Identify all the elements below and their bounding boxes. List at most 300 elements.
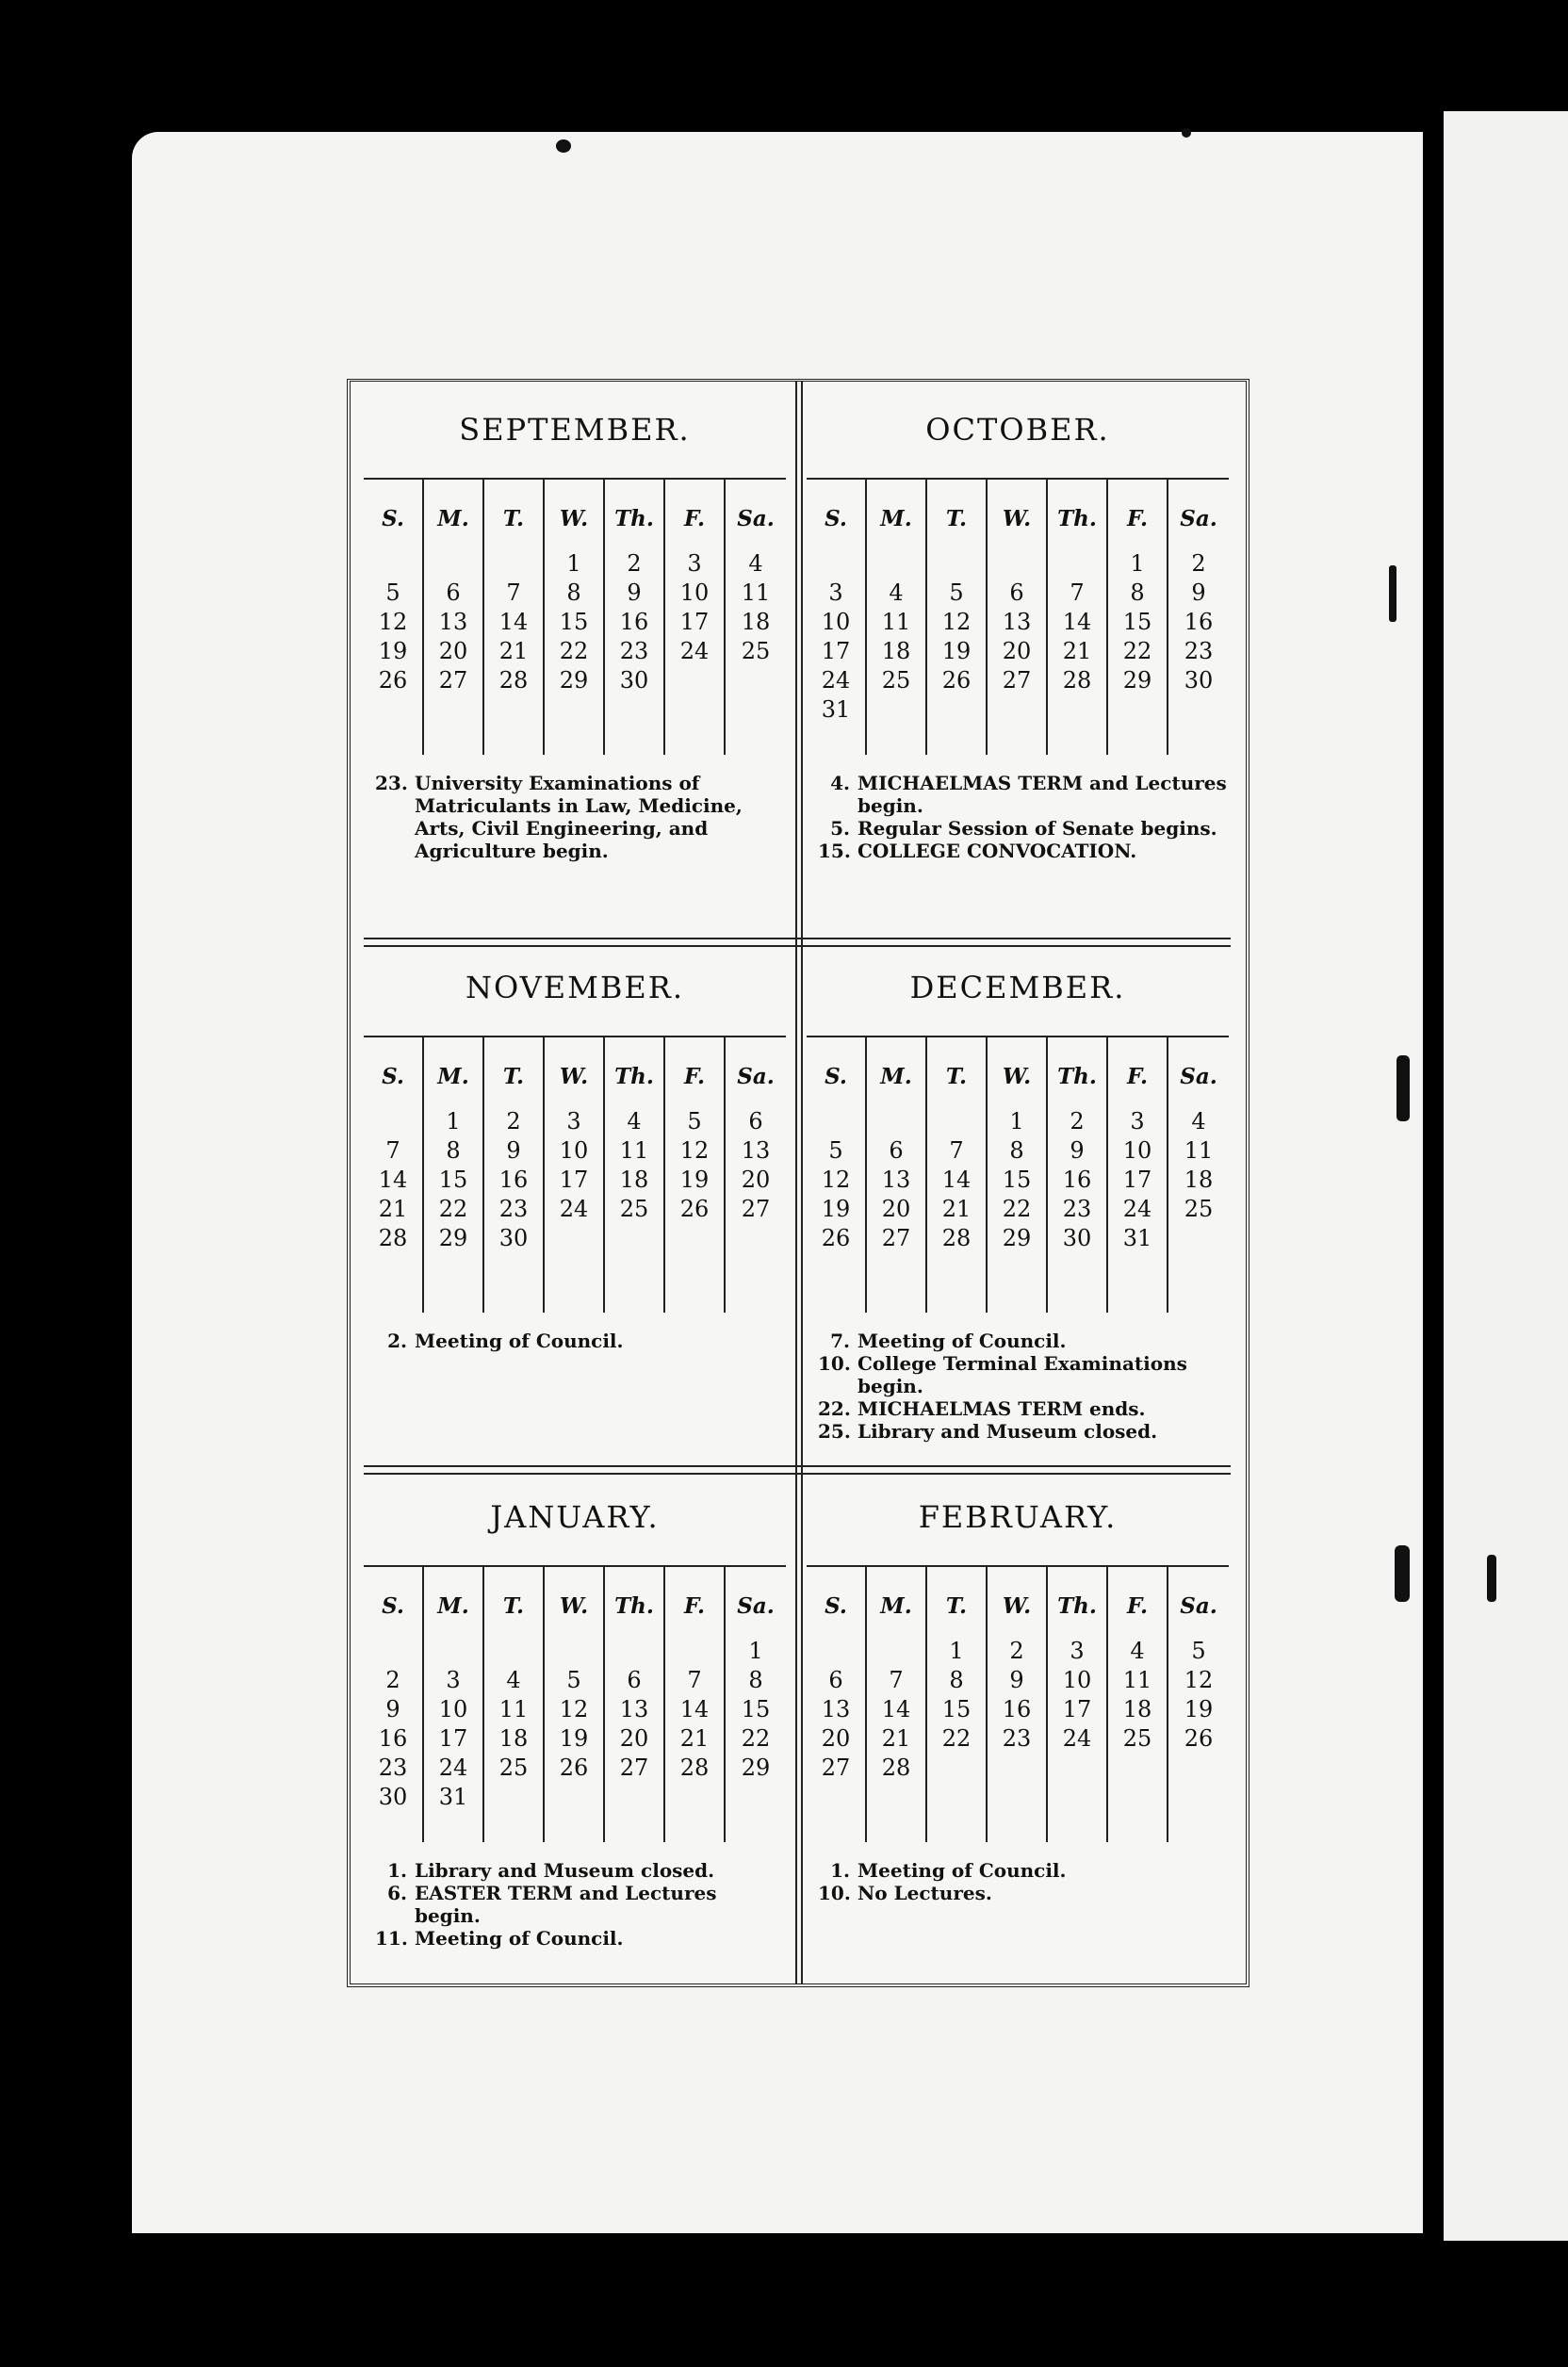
day-number: 30 [619,667,649,694]
day-number [484,549,543,579]
note-text: Meeting of Council. [415,1330,624,1352]
day-number [545,1637,603,1666]
day-grid [364,1565,786,1842]
weekday-column [1108,480,1168,755]
note-text: Meeting of Council. [858,1330,1067,1352]
day-number: 18 [498,1725,529,1752]
day-number: 22 [741,1725,771,1752]
weekday-header: F. [1126,1064,1149,1089]
day-number: 23 [619,638,649,664]
day-number: 3 [566,1108,581,1135]
day-number [807,1107,865,1136]
day-number: 19 [679,1167,710,1193]
note-day: 2. [387,1330,407,1352]
note-text: Meeting of Council. [858,1859,1067,1882]
day-number: 21 [941,1196,972,1222]
weekday-column [726,1567,786,1842]
day-number: 21 [881,1725,911,1752]
day-number: 28 [378,1225,408,1251]
day-number [424,1637,482,1666]
note-text: College Terminal Examinations begin. [858,1352,1187,1397]
day-number: 25 [881,667,911,694]
note-day: 1. [830,1859,850,1882]
day-number: 8 [748,1667,763,1693]
day-number: 14 [498,609,529,635]
note-text: Meeting of Council. [415,1927,624,1950]
day-number: 25 [498,1755,529,1781]
weekday-header: F. [683,1593,706,1619]
day-number: 24 [821,667,851,694]
weekday-header: S. [382,1064,404,1089]
day-number: 3 [1130,1108,1145,1135]
day-number: 24 [559,1196,589,1222]
day-number: 18 [1122,1696,1152,1722]
weekday-header: W. [559,1064,589,1089]
day-number: 11 [741,580,771,606]
day-number: 31 [438,1784,468,1810]
day-number: 16 [619,609,649,635]
note-day: 6. [387,1882,407,1904]
month-december [807,939,1229,1443]
day-number [1108,1754,1167,1783]
day-number: 29 [438,1225,468,1251]
day-number [867,1637,925,1666]
day-number: 10 [1122,1137,1152,1164]
day-number: 1 [949,1638,964,1664]
weekday-header: Sa. [737,1593,775,1619]
day-number: 12 [941,609,972,635]
day-number: 15 [438,1167,468,1193]
day-number: 30 [1184,667,1214,694]
note-item [818,772,1229,817]
day-number: 28 [1062,667,1092,694]
day-number [665,1224,724,1253]
day-number: 13 [1002,609,1032,635]
weekday-column [364,1037,424,1313]
day-number: 12 [1184,1667,1214,1693]
day-number: 24 [1062,1725,1092,1752]
note-day: 22. [818,1397,851,1420]
day-number: 24 [438,1755,468,1781]
day-number: 7 [1070,580,1085,606]
day-number: 25 [619,1196,649,1222]
weekday-header: S. [825,1593,847,1619]
calendar-frame [347,379,1250,1987]
day-number: 8 [1009,1137,1024,1164]
day-number: 26 [559,1755,589,1781]
note-text: No Lectures. [858,1882,992,1904]
day-number: 21 [1062,638,1092,664]
day-number: 25 [741,638,771,664]
day-number: 5 [949,580,964,606]
day-number [665,666,724,695]
day-number: 4 [506,1667,521,1693]
day-number: 18 [881,638,911,664]
day-number: 20 [438,638,468,664]
weekday-column [1168,480,1229,755]
day-number: 21 [498,638,529,664]
note-text: COLLEGE CONVOCATION. [858,840,1137,862]
day-number: 2 [506,1108,521,1135]
day-number: 28 [941,1225,972,1251]
day-number [545,1224,603,1253]
day-number: 14 [679,1696,710,1722]
day-number: 6 [748,1108,763,1135]
day-number: 12 [679,1137,710,1164]
day-number: 17 [559,1167,589,1193]
weekday-header: S. [382,506,404,531]
note-item [818,1882,1229,1904]
weekday-header: T. [945,1064,968,1089]
day-number: 10 [438,1696,468,1722]
day-number: 8 [949,1667,964,1693]
weekday-column [1048,480,1108,755]
weekday-column [665,480,726,755]
day-number: 13 [619,1696,649,1722]
day-number: 23 [1184,638,1214,664]
day-number: 23 [1002,1725,1032,1752]
day-number: 16 [1002,1696,1032,1722]
weekday-header: W. [559,506,589,531]
scan-speck [1389,565,1396,622]
weekday-header: M. [880,506,912,531]
day-number: 18 [619,1167,649,1193]
day-number [364,1107,422,1136]
day-number: 10 [559,1137,589,1164]
day-number: 15 [741,1696,771,1722]
month-notes [364,1859,786,1950]
weekday-column [1168,1567,1229,1842]
note-item [818,1859,1229,1882]
weekday-column [605,1567,665,1842]
scan-speck [1395,1545,1410,1602]
day-number: 5 [1191,1638,1206,1664]
note-day: 25. [818,1420,851,1443]
day-number: 20 [1002,638,1032,664]
weekday-header: M. [880,1593,912,1619]
day-number: 10 [821,609,851,635]
day-number [927,1754,986,1783]
day-number: 15 [1122,609,1152,635]
day-number: 9 [1191,580,1206,606]
weekday-column [605,480,665,755]
day-number: 19 [378,638,408,664]
day-number: 2 [627,550,642,577]
day-number: 2 [1191,550,1206,577]
day-number: 4 [627,1108,642,1135]
day-number: 10 [679,580,710,606]
weekday-column [364,1567,424,1842]
weekday-header: W. [559,1593,589,1619]
weekday-column [545,1567,605,1842]
day-number: 20 [881,1196,911,1222]
day-number: 3 [687,550,702,577]
weekday-column [927,1567,988,1842]
day-number: 4 [748,550,763,577]
note-item [375,1859,786,1882]
weekday-header: T. [502,506,525,531]
day-number: 27 [881,1225,911,1251]
weekday-header: M. [880,1064,912,1089]
weekday-column [364,480,424,755]
note-item [375,1882,786,1927]
day-number: 16 [498,1167,529,1193]
day-number: 10 [1062,1667,1092,1693]
day-number [867,549,925,579]
day-number: 27 [438,667,468,694]
day-number: 19 [821,1196,851,1222]
day-number: 19 [559,1725,589,1752]
weekday-header: Th. [1057,1593,1097,1619]
weekday-header: Th. [614,1064,654,1089]
day-number: 9 [627,580,642,606]
day-number: 2 [385,1667,400,1693]
month-title: OCTOBER. [925,412,1110,448]
day-number: 30 [498,1225,529,1251]
weekday-column [1048,1567,1108,1842]
day-number: 13 [741,1137,771,1164]
note-day: 4. [830,772,850,794]
weekday-header: W. [1002,1593,1032,1619]
day-number: 5 [828,1137,843,1164]
day-number: 20 [821,1725,851,1752]
weekday-header: M. [437,506,469,531]
day-number: 19 [1184,1696,1214,1722]
day-number: 4 [889,580,904,606]
weekday-column [545,1037,605,1313]
scan-speck [1487,1555,1496,1602]
day-number: 12 [559,1696,589,1722]
weekday-column [726,1037,786,1313]
weekday-column [1108,1567,1168,1842]
day-number: 23 [378,1755,408,1781]
weekday-column [988,1567,1048,1842]
month-notes [807,1859,1229,1904]
day-number [424,549,482,579]
day-number: 11 [619,1137,649,1164]
day-number [605,1224,663,1253]
weekday-header: S. [825,1064,847,1089]
day-number: 18 [741,609,771,635]
day-number: 6 [627,1667,642,1693]
day-number: 8 [1130,580,1145,606]
day-number: 7 [687,1667,702,1693]
day-number: 17 [821,638,851,664]
month-september [364,382,786,862]
note-item [818,1330,1229,1352]
note-day: 15. [818,840,851,862]
day-number [927,695,986,725]
day-number: 26 [378,667,408,694]
day-number: 6 [1009,580,1024,606]
day-number: 16 [378,1725,408,1752]
note-item [818,1420,1229,1443]
day-number: 14 [1062,609,1092,635]
day-number: 22 [941,1725,972,1752]
month-january [364,1469,786,1950]
day-number: 11 [1184,1137,1214,1164]
day-number: 4 [1191,1108,1206,1135]
weekday-header: Th. [1057,1064,1097,1089]
month-february [807,1469,1229,1904]
day-grid [807,1565,1229,1842]
scan-border [0,2252,1568,2367]
day-number: 2 [1070,1108,1085,1135]
note-day: 1. [387,1859,407,1882]
day-number: 5 [687,1108,702,1135]
day-number: 22 [559,638,589,664]
day-number: 13 [438,609,468,635]
day-number: 26 [679,1196,710,1222]
day-number: 17 [1062,1696,1092,1722]
day-number: 25 [1184,1196,1214,1222]
day-number: 4 [1130,1638,1145,1664]
weekday-header: Sa. [1180,506,1217,531]
weekday-column [1048,1037,1108,1313]
day-number: 19 [941,638,972,664]
note-item [818,817,1229,840]
weekday-column [988,480,1048,755]
day-number: 22 [438,1196,468,1222]
weekday-header: Sa. [737,1064,775,1089]
facing-page-edge [1444,111,1568,2241]
day-number: 24 [679,638,710,664]
note-day: 10. [818,1352,851,1375]
day-number: 7 [889,1667,904,1693]
day-number: 3 [1070,1638,1085,1664]
day-number [605,1783,663,1812]
day-number: 1 [1009,1108,1024,1135]
day-number [484,1637,543,1666]
weekday-header: Th. [614,1593,654,1619]
day-number [867,695,925,725]
day-number: 3 [446,1667,461,1693]
note-text: MICHAELMAS TERM and Lectures begin. [858,772,1227,817]
day-number: 15 [1002,1167,1032,1193]
note-day: 10. [818,1882,851,1904]
weekday-column [927,480,988,755]
day-number: 9 [385,1696,400,1722]
weekday-header: T. [945,506,968,531]
day-number: 27 [1002,667,1032,694]
weekday-column [807,480,867,755]
day-number [807,549,865,579]
weekday-column [484,1037,545,1313]
month-title: NOVEMBER. [465,970,685,1005]
weekday-column [867,1037,927,1313]
day-number [726,666,786,695]
day-number [665,1637,724,1666]
day-number: 27 [821,1755,851,1781]
month-notes [364,772,786,862]
day-number: 5 [385,580,400,606]
weekday-header: Th. [1057,506,1097,531]
month-october [807,382,1229,862]
weekday-column [484,480,545,755]
day-number: 26 [1184,1725,1214,1752]
day-number: 25 [1122,1725,1152,1752]
day-number: 7 [506,580,521,606]
day-number: 13 [881,1167,911,1193]
weekday-header: T. [502,1064,525,1089]
weekday-column [424,1567,484,1842]
day-number: 31 [821,696,851,723]
day-number: 29 [1122,667,1152,694]
day-number: 14 [941,1167,972,1193]
note-text: MICHAELMAS TERM ends. [858,1397,1146,1420]
weekday-column [665,1567,726,1842]
weekday-column [1108,1037,1168,1313]
note-day: 23. [375,772,408,794]
day-number: 23 [1062,1196,1092,1222]
day-number: 21 [378,1196,408,1222]
day-number [605,1637,663,1666]
day-number: 31 [1122,1225,1152,1251]
day-number: 11 [498,1696,529,1722]
day-number [807,1637,865,1666]
month-title: FEBRUARY. [918,1499,1118,1535]
day-number: 1 [446,1108,461,1135]
day-number: 13 [821,1696,851,1722]
day-number [1108,695,1167,725]
day-number [1168,1754,1229,1783]
weekday-header: F. [683,1064,706,1089]
scan-speck [1396,1055,1410,1121]
scan-speck [1182,128,1191,138]
day-number: 24 [1122,1196,1152,1222]
day-number: 1 [748,1638,763,1664]
day-number: 29 [1002,1225,1032,1251]
note-text: EASTER TERM and Lectures begin. [415,1882,717,1927]
day-number: 2 [1009,1638,1024,1664]
day-number [988,695,1046,725]
day-number: 7 [949,1137,964,1164]
day-number: 29 [741,1755,771,1781]
note-item [375,772,786,862]
weekday-column [665,1037,726,1313]
month-title: JANUARY. [490,1499,660,1535]
weekday-header: T. [945,1593,968,1619]
day-number: 3 [828,580,843,606]
day-number [1048,1754,1106,1783]
month-notes [807,1330,1229,1443]
weekday-header: W. [1002,1064,1032,1089]
day-number: 15 [559,609,589,635]
weekday-header: Sa. [1180,1064,1217,1089]
day-number: 12 [378,609,408,635]
day-number: 9 [1070,1137,1085,1164]
column-divider [795,382,803,1983]
day-number: 9 [506,1137,521,1164]
weekday-header: Th. [614,506,654,531]
day-number: 6 [828,1667,843,1693]
weekday-column [424,480,484,755]
note-item [818,840,1229,862]
day-number: 27 [741,1196,771,1222]
day-number: 11 [881,609,911,635]
weekday-header: F. [1126,1593,1149,1619]
day-number [545,1783,603,1812]
day-number: 28 [881,1755,911,1781]
note-text: Regular Session of Senate begins. [858,817,1217,840]
day-number: 26 [941,667,972,694]
day-number: 6 [889,1137,904,1164]
day-number [726,1224,786,1253]
weekday-column [867,1567,927,1842]
day-number: 6 [446,580,461,606]
weekday-header: Sa. [737,506,775,531]
note-day: 7. [830,1330,850,1352]
